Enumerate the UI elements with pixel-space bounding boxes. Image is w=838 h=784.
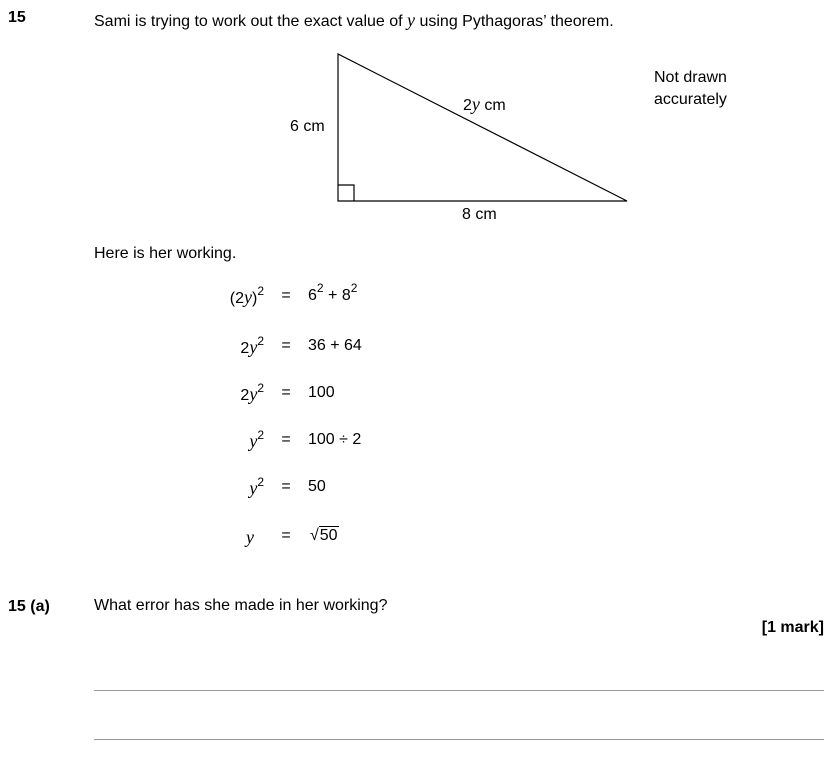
square-root-sign: √ bbox=[310, 527, 319, 544]
row2-lhs-coef: 2 bbox=[240, 340, 250, 357]
row1-rhs-b-exponent: 2 bbox=[350, 281, 358, 295]
bottom-side-label: 8 cm bbox=[462, 206, 497, 223]
hypotenuse-var: y bbox=[471, 94, 480, 114]
row3-lhs bbox=[240, 381, 264, 405]
row4-rhs: 100 ÷ 2 bbox=[308, 431, 362, 448]
row3-equals: = bbox=[281, 384, 291, 401]
left-side-label: 6 cm bbox=[290, 118, 325, 135]
row3-lhs-exponent: 2 bbox=[257, 381, 264, 395]
row5-equals: = bbox=[281, 478, 291, 495]
working-row-5 bbox=[0, 475, 838, 502]
row1-lhs bbox=[229, 284, 264, 308]
row5-rhs: 50 bbox=[308, 478, 326, 495]
row6-lhs bbox=[246, 527, 254, 548]
answer-line-2[interactable] bbox=[94, 739, 824, 740]
row4-equals: = bbox=[281, 431, 291, 448]
row2-rhs: 36 + 64 bbox=[308, 337, 362, 354]
working-row-4 bbox=[0, 428, 838, 455]
answer-line-1[interactable] bbox=[94, 690, 824, 691]
row1-lhs-close: ) bbox=[251, 290, 258, 307]
working-row-3 bbox=[0, 381, 838, 408]
row2-equals: = bbox=[281, 337, 291, 354]
row3-lhs-var: y bbox=[249, 384, 258, 404]
triangle-diagram bbox=[0, 0, 838, 240]
row5-lhs bbox=[249, 475, 264, 499]
right-angle-marker bbox=[338, 185, 354, 201]
part-a-label: 15 (a) bbox=[8, 598, 50, 615]
not-drawn-note-line1: Not drawn bbox=[654, 69, 727, 86]
working-row-2 bbox=[0, 334, 838, 361]
marks-label: [1 mark] bbox=[761, 619, 824, 636]
row6-rhs bbox=[310, 527, 339, 545]
working-intro: Here is her working. bbox=[94, 245, 237, 262]
row2-lhs-var: y bbox=[249, 337, 258, 357]
row1-rhs-a-exponent: 2 bbox=[316, 281, 324, 295]
row4-lhs-var: y bbox=[249, 431, 258, 451]
intro-text-before: Sami is trying to work out the exact value of bbox=[94, 13, 408, 30]
row1-rhs-plus-b: + 8 bbox=[323, 287, 351, 304]
working-row-1 bbox=[0, 281, 838, 311]
row6-equals: = bbox=[281, 527, 291, 544]
square-root bbox=[310, 527, 339, 545]
row2-lhs-exponent: 2 bbox=[257, 334, 264, 348]
row3-lhs-coef: 2 bbox=[240, 387, 250, 404]
row1-lhs-open: (2 bbox=[229, 290, 244, 307]
hypotenuse-unit: cm bbox=[479, 97, 506, 114]
row3-rhs: 100 bbox=[308, 384, 335, 401]
not-drawn-note-line2: accurately bbox=[654, 91, 727, 108]
row1-lhs-var: y bbox=[243, 287, 252, 307]
row1-equals: = bbox=[281, 287, 291, 304]
working-row-6 bbox=[0, 527, 838, 551]
hypotenuse-label bbox=[463, 94, 506, 115]
intro-variable: y bbox=[407, 10, 416, 30]
row1-rhs bbox=[308, 281, 358, 305]
row4-lhs bbox=[249, 428, 264, 452]
part-a-question: What error has she made in her working? bbox=[94, 597, 388, 614]
question-number: 15 bbox=[8, 9, 26, 26]
row5-lhs-exponent: 2 bbox=[257, 475, 264, 489]
hypotenuse-coef: 2 bbox=[463, 97, 472, 114]
row1-lhs-exponent: 2 bbox=[257, 284, 264, 298]
square-root-radicand: 50 bbox=[319, 527, 338, 544]
row5-lhs-var: y bbox=[249, 478, 258, 498]
row1-rhs-a: 6 bbox=[308, 287, 317, 304]
row6-lhs-var: y bbox=[246, 527, 254, 547]
row2-lhs bbox=[240, 334, 264, 358]
intro-text-after: using Pythagoras’ theorem. bbox=[415, 13, 614, 30]
row4-lhs-exponent: 2 bbox=[257, 428, 264, 442]
triangle-shape bbox=[338, 54, 627, 201]
